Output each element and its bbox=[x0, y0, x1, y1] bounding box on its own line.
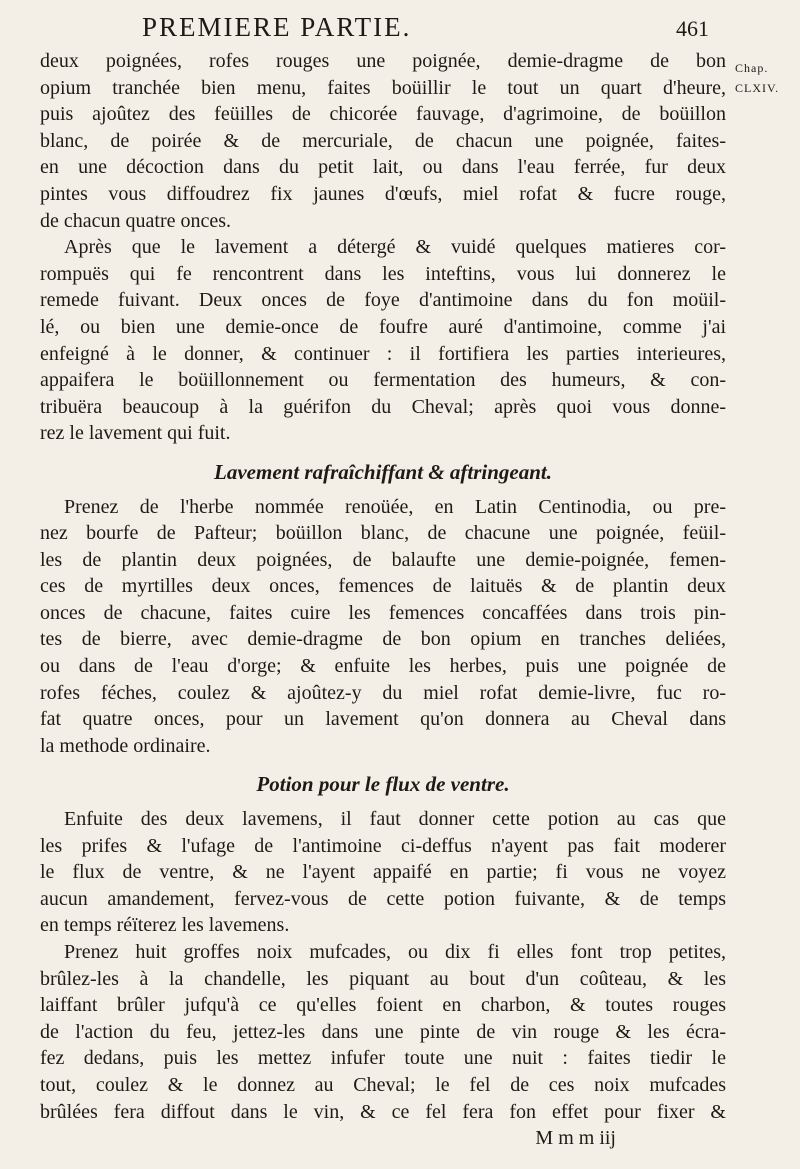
text-line: rofes féches, coulez & ajoûtez-y du miel rofat demie-livre, fuc ro- bbox=[40, 681, 726, 704]
paragraph bbox=[40, 494, 726, 760]
text-line: le flux de ventre, & ne l'ayent appaifé en partie; fi vous ne voyez bbox=[40, 861, 726, 884]
text-line: les de plantin deux poignées, de balaufte une demie-poignée, femen- bbox=[40, 548, 726, 571]
text-line: nez bourfe de Pafteur; boüillon blanc, de chacune une poignée, feüil- bbox=[40, 522, 726, 545]
text-line: Après que le lavement a détergé & vuidé quelques matieres cor- bbox=[64, 236, 726, 259]
body-text bbox=[40, 48, 726, 1152]
text-line: ces de myrtilles deux onces, femences de laituës & de plantin deux bbox=[40, 575, 726, 598]
chapter-margin-note bbox=[735, 58, 797, 98]
text-line: puis ajoûtez des feüilles de chicorée fauvage, d'agrimoine, de boüillon bbox=[40, 103, 726, 126]
text-line: tout, coulez & le donnez au Cheval; le fel de ces noix mufcades bbox=[40, 1073, 726, 1096]
text-line: enfeigné à le donner, & continuer : il fortifiera les parties interieures, bbox=[40, 342, 726, 365]
text-line: fat quatre onces, pour un lavement qu'on donnera au Cheval dans bbox=[40, 708, 726, 731]
text-line: appaifera le boüillonnement ou fermentation des humeurs, & con- bbox=[40, 369, 726, 392]
text-line: de chacun quatre onces. bbox=[40, 209, 232, 232]
text-line: opium tranchée bien menu, faites boüillir le tout un quart d'heure, bbox=[40, 76, 726, 99]
page-header bbox=[0, 8, 800, 48]
text-line: aucun amandement, fervez-vous de cette potion fuivante, & de temps bbox=[40, 887, 726, 910]
text-line: tribuëra beaucoup à la guérifon du Cheval; après quoi vous donne- bbox=[40, 395, 726, 418]
page-number: 461 bbox=[676, 16, 709, 41]
text-line: Enfuite des deux lavemens, il faut donner cette potion au cas que bbox=[64, 808, 726, 831]
margin-note-line: CLXIV. bbox=[735, 81, 780, 95]
text-line: blanc, de poirée & de mercuriale, de chacun une poignée, faites- bbox=[40, 129, 726, 152]
text-line: Prenez de l'herbe nommée renoüée, en Latin Centinodia, ou pre- bbox=[64, 495, 726, 518]
text-line: de l'action du feu, jettez-les dans une pinte de vin rouge & les écra- bbox=[40, 1020, 726, 1043]
text-line: la methode ordinaire. bbox=[40, 734, 211, 757]
text-line: brûlez-les à la chandelle, les piquant au bout d'un coûteau, & les bbox=[40, 967, 726, 990]
text-line: en temps réïterez les lavemens. bbox=[40, 914, 290, 937]
text-line: lé, ou bien une demie-once de foufre auré d'antimoine, comme j'ai bbox=[40, 315, 726, 338]
signature-mark: M m m iij bbox=[535, 1127, 616, 1150]
paragraph bbox=[40, 939, 726, 1125]
text-line: onces de chacune, faites cuire les femences concaffées dans trois pin- bbox=[40, 601, 726, 624]
paragraph bbox=[40, 234, 726, 447]
text-line: remede fuivant. Deux onces de foye d'antimoine dans du fon moüil- bbox=[40, 289, 726, 312]
text-line: fez dedans, puis les mettez infufer toute une nuit : faites tiedir le bbox=[40, 1047, 726, 1070]
section-heading: Lavement rafraîchiffant & aftringeant. bbox=[214, 459, 552, 484]
text-line: rez le lavement qui fuit. bbox=[40, 422, 231, 445]
text-line: les prifes & l'ufage de l'antimoine ci-deffus n'ayent pas fait moderer bbox=[40, 834, 726, 857]
text-line: brûlées fera diffout dans le vin, & ce fel fera fon effet pour fixer & bbox=[40, 1100, 726, 1123]
text-line: rompuës qui fe rencontrent dans les inteftins, vous lui donnerez le bbox=[40, 262, 726, 285]
margin-note-line: Chap. bbox=[735, 61, 769, 75]
paragraph bbox=[40, 48, 726, 234]
section-heading: Potion pour le flux de ventre. bbox=[256, 772, 510, 797]
text-line: tes de bierre, avec demie-dragme de bon opium en tranches deliées, bbox=[40, 628, 726, 651]
running-title: PREMIERE PARTIE. bbox=[142, 12, 412, 42]
text-line: laiffant brûler jufqu'à ce qu'elles foient en charbon, & toutes rouges bbox=[40, 994, 726, 1017]
text-line: deux poignées, rofes rouges une poignée, demie-dragme de bon bbox=[40, 50, 726, 72]
text-line: ou dans de l'eau d'orge; & enfuite les herbes, puis une poignée de bbox=[40, 655, 726, 678]
text-line: pintes vous diffoudrez fix jaunes d'œufs, miel rofat & fucre rouge, bbox=[40, 182, 726, 205]
paragraph bbox=[40, 806, 726, 939]
text-line: Prenez huit groffes noix mufcades, ou dix fi elles font trop petites, bbox=[64, 941, 726, 963]
text-line: en une décoction dans du petit lait, ou dans l'eau ferrée, fur deux bbox=[40, 156, 726, 179]
